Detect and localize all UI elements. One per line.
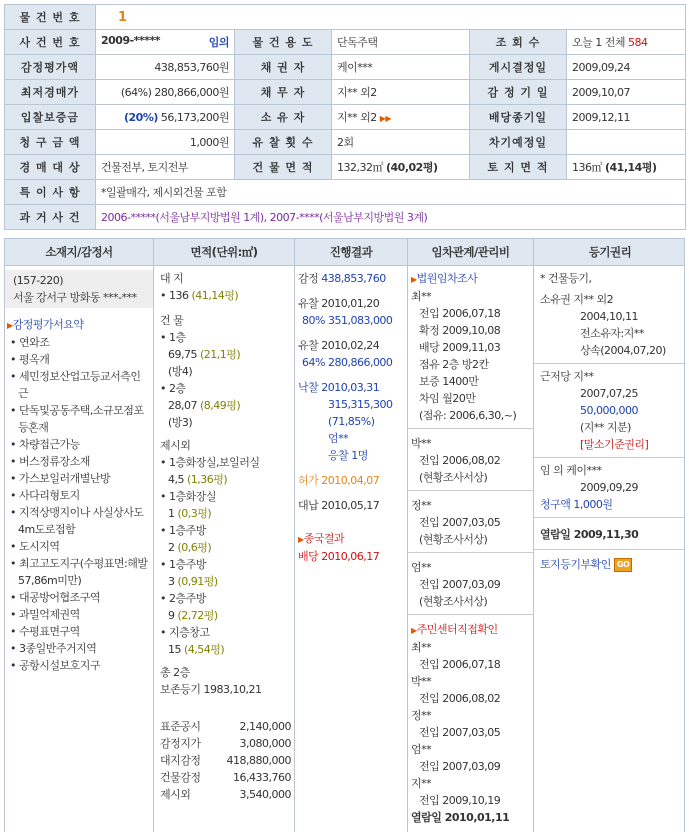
registry-title: * 건물등기, — [540, 272, 592, 285]
price-label: 감정지가 — [160, 737, 201, 750]
owner-label: 소 유 자 — [235, 105, 332, 130]
notice-label: 게시결정일 — [470, 55, 567, 80]
price-list — [160, 718, 291, 803]
case-info-table — [4, 4, 686, 230]
summary-item: • 대공방어협조구역 — [10, 589, 150, 606]
failed-label: 유 찰 횟 수 — [235, 130, 332, 155]
location-column — [5, 266, 154, 832]
zip-code: (157-220) — [13, 274, 64, 287]
bldg-area: 132,32㎡ — [337, 161, 386, 174]
price-value: 3,080,000 — [239, 737, 291, 750]
price-label: 표준공시 — [160, 720, 201, 733]
dividend-date: 2009,12,11 — [567, 105, 686, 130]
end-result-title: 종국결과 — [303, 532, 345, 545]
summary-item: • 지적상맹지이나 사실상사도4m도로접함 — [10, 504, 150, 538]
min-price-label: 최저경매가 — [5, 80, 96, 105]
special-label: 특 이 사 항 — [5, 180, 96, 205]
failed-count: 2회 — [332, 130, 470, 155]
header-tenant: 임차관계/관리비 — [408, 239, 534, 266]
usage-label: 물 건 용 도 — [235, 30, 332, 55]
views: 오늘 1 전체 — [572, 36, 628, 49]
appraisal-date-label: 감 정 기 일 — [470, 80, 567, 105]
special: *일괄매각, 제시외건물 포함 — [96, 180, 686, 205]
owner: 지** 외2 — [337, 111, 377, 124]
summary-item: • 최고고도지구(수평표면:해발57,86m미만) — [10, 555, 150, 589]
summary-item: • 3종일반주거지역 — [10, 640, 150, 657]
bldg-area-py: (40,02평) — [386, 161, 438, 174]
summary-item: • 단독및공동주택,소규모점포등혼재 — [10, 402, 150, 436]
base-right-label: [말소기준권리] — [580, 438, 649, 451]
summary-item: • 연와조 — [10, 334, 150, 351]
price-label: 제시외 — [160, 788, 191, 801]
summary-item: • 도시지역 — [10, 538, 150, 555]
price-value: 16,433,760 — [233, 771, 291, 784]
summary-item: • 수평표면구역 — [10, 623, 150, 640]
appraisal-amount: 438,853,760 — [321, 272, 386, 285]
price-label: 건물감정 — [160, 771, 201, 784]
land-area-label: 토 지 면 적 — [470, 155, 567, 180]
tenant-column: ▶법원임차조사 최** 전입 2006,07,18 확정 2009,10,08 배당 2009,11,03 점유 2층 방2칸 보증 1400만 차임 월20만 (점유: 2006,6,30,~) 박** 전입 2006,08,02 (현황조사서상) 정** 전입 2007,03,05 (현황조사서상) 엄** 전입 2007,03,09 (현황조사서상) ▶주민센터직접확인 최** 전입 2006,07,18 박** 전입 2006,08,02 정** 전입 2007,03,05 엄** 전입 2007,03,09 지** 전입 2009,10,19 열람일 2010,01,11 — [408, 266, 534, 832]
price-row — [160, 786, 291, 803]
detail-table — [4, 238, 685, 832]
header-area: 면적(단위:㎡) — [154, 239, 295, 266]
creditor-label: 채 권 자 — [235, 55, 332, 80]
price-row — [160, 769, 291, 786]
next-label: 차기예정일 — [470, 130, 567, 155]
land-registry-link[interactable]: 토지등기부확인 — [540, 558, 611, 571]
debtor: 지** 외2 — [332, 80, 470, 105]
land-py: (41,14평) — [191, 289, 239, 302]
deposit-pct: (20%) — [124, 111, 158, 124]
claim-label: 청 구 금 액 — [5, 130, 96, 155]
land-area-py: (41,14평) — [605, 161, 657, 174]
price-label: 대지감정 — [160, 754, 201, 767]
appraisal-value: 438,853,760원 — [96, 55, 235, 80]
item-no: 1 — [118, 9, 127, 25]
double-arrow-icon[interactable]: ▶▶ — [379, 114, 392, 123]
area-column: 대 지 • 136 (41,14평) 건 물 • 1층 69,75 (21,1평) (방4) • 2층 28,07 (8,49평) (방3) 제시외 • 1층화장실,보일러실 4,5 (1,36평) • 1층화장실 1 (0,3평) • 1층주방 2 (0,6평) • 1층주방 3 (0,91평) • 2층주방 9 (2,72평) • 지층창고 15 (4,54평) 총 2층 보존등기 1983,10,21 표준공시 2,140,000 감정지가 3,080,000 대지감정 418,880,000 건물감정 16,433,760 제시외 3,540,000 — [154, 266, 295, 832]
tenant-read-date: 열람일 2010,01,11 — [411, 811, 510, 824]
summary-item: • 사다리형토지 — [10, 487, 150, 504]
target: 건물전부, 토지전부 — [96, 155, 235, 180]
price-row — [160, 718, 291, 735]
summary-item: • 버스정류장소재 — [10, 453, 150, 470]
go-button[interactable]: GO — [614, 558, 632, 572]
dividend-label: 배당종기일 — [470, 105, 567, 130]
summary-item: • 차량접근가능 — [10, 436, 150, 453]
next-date — [567, 130, 686, 155]
summary-item: • 평옥개 — [10, 351, 150, 368]
price-value: 418,880,000 — [226, 754, 291, 767]
creditor: 케이*** — [332, 55, 470, 80]
case-no: 2009-***** — [101, 34, 160, 47]
address: 서울 강서구 방화동 ***-*** — [13, 291, 137, 304]
court-survey-title: 법원임차조사 — [416, 272, 478, 285]
summary-item: • 과밀억제권역 — [10, 606, 150, 623]
price-row — [160, 735, 291, 752]
total-floors: 총 2층 — [160, 666, 190, 679]
triangle-icon: ▶ — [298, 535, 304, 544]
min-price: (64%) 280,866,000원 — [96, 80, 235, 105]
claim: 1,000원 — [96, 130, 235, 155]
registry-column: * 건물등기, 소유권 지** 외2 2004,10,11 전소유자:지** 상속(2004,07,20) 근저당 지** 2007,07,25 50,000,000 (지** 지분) [말소기준권리] 임 의 케이*** 2009,09,29 청구액 1,000원 열람일 2009,11,30 토지등기부확인 GO — [534, 266, 685, 832]
triangle-icon: ▶ — [411, 626, 417, 635]
summary-item: • 공항시설보호지구 — [10, 657, 150, 674]
past-label: 과 거 사 건 — [5, 205, 96, 230]
land-label: 대 지 — [160, 272, 184, 285]
center-check-title: 주민센터직접확인 — [416, 623, 498, 636]
bldg-label: 건 물 — [160, 314, 184, 327]
header-registry: 등기권리 — [534, 239, 685, 266]
progress-column: 감정 438,853,760 유찰 2010,01,20 80% 351,083,000 유찰 2010,02,24 64% 280,866,000 낙찰 2010,03,31 315,315,300 (71,85%) 엄** 응찰 1명 허가 2010,04,07 대납 2010,05,17 ▶종국결과 배당 2010,06,17 — [295, 266, 408, 832]
land-area: 136㎡ — [572, 161, 605, 174]
case-no-label: 사 건 번 호 — [5, 30, 96, 55]
triangle-icon: ▶ — [7, 321, 13, 330]
deposit: 56,173,200원 — [157, 111, 229, 124]
views-total: 584 — [628, 36, 648, 49]
preserve-date: 보존등기 1983,10,21 — [160, 683, 262, 696]
past-case-2[interactable]: 2007-****(서울남부지방법원 3계) — [269, 211, 428, 224]
header-location: 소재지/감정서 — [5, 239, 154, 266]
appraisal-label: 감정평가액 — [5, 55, 96, 80]
price-value: 3,540,000 — [239, 788, 291, 801]
summary-item: • 가스보일러개별난방 — [10, 470, 150, 487]
target-label: 경 매 대 상 — [5, 155, 96, 180]
summary-item: • 세민정보산업고등교서측인근 — [10, 368, 150, 402]
appraisal-date: 2009,10,07 — [567, 80, 686, 105]
triangle-icon: ▶ — [411, 275, 417, 284]
appraisal-summary-list — [10, 334, 150, 674]
bldg-area-label: 건 물 면 적 — [235, 155, 332, 180]
registry-read-date: 열람일 2009,11,30 — [540, 528, 639, 541]
item-no-label: 물 건 번 호 — [5, 5, 96, 30]
case-type: 임의 — [208, 36, 229, 49]
header-progress: 진행결과 — [295, 239, 408, 266]
past-case-1[interactable]: 2006-*****(서울남부지방법원 1계), — [101, 211, 270, 224]
deposit-label: 입찰보증금 — [5, 105, 96, 130]
appraisal-summary-link[interactable]: 감정평가서요약 — [12, 318, 84, 331]
notice-date: 2009,09,24 — [567, 55, 686, 80]
price-row — [160, 752, 291, 769]
extra-label: 제시외 — [160, 439, 191, 452]
price-value: 2,140,000 — [239, 720, 291, 733]
debtor-label: 채 무 자 — [235, 80, 332, 105]
usage: 단독주택 — [332, 30, 470, 55]
views-label: 조 회 수 — [470, 30, 567, 55]
